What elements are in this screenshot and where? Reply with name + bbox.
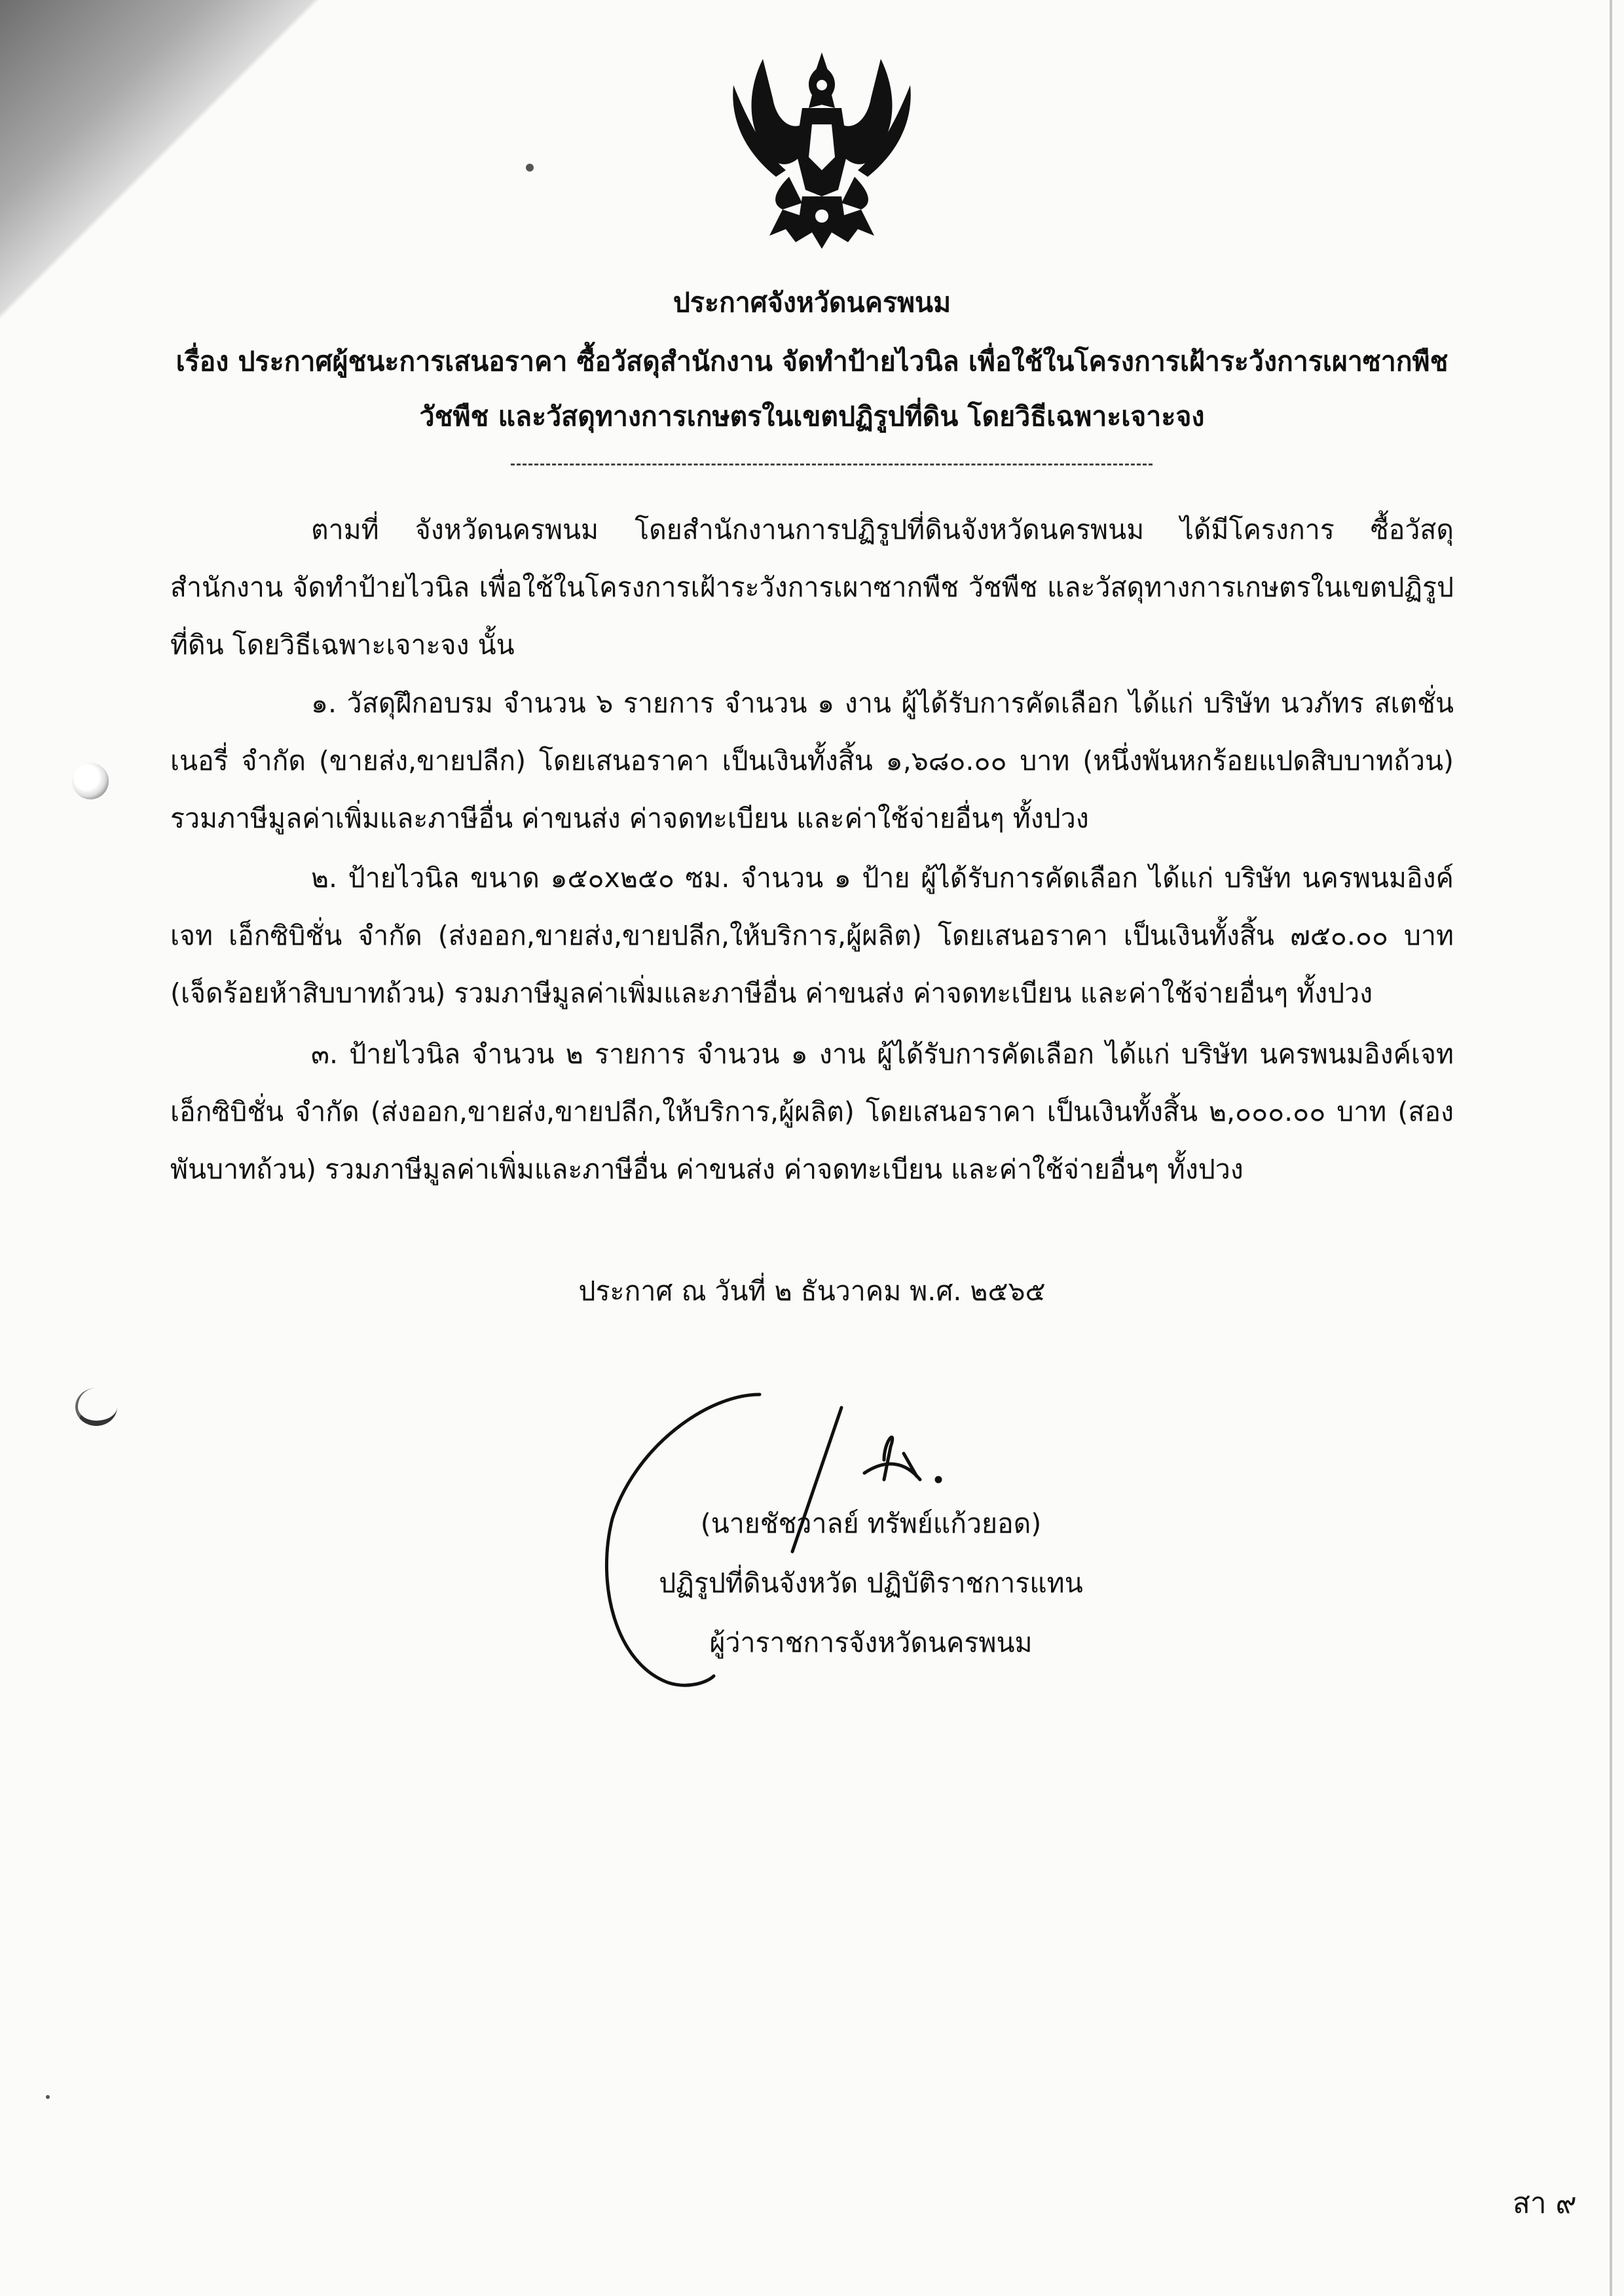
intro-paragraph: ตามที่ จังหวัดนครพนม โดยสำนักงานการปฏิรูปที่ดินจังหวัดนครพนม ได้มีโครงการ ซื้อวัสดุสำนักงาน จัดทำป้ายไวนิล เพื่อใช้ในโครงการเฝ้าระวังการเผาซากพืช วัชพืช และวัสดุทางการเกษตรในเขตปฏิรูปที่ดิน โดยวิธีเฉพาะเจาะจง นั้น bbox=[170, 514, 1454, 661]
item-paragraph-1: ๑. วัสดุฝึกอบรม จำนวน ๖ รายการ จำนวน ๑ งาน ผู้ได้รับการคัดเลือก ได้แก่ บริษัท นวภัทร สเตชั่นเนอรี่ จำกัด (ขายส่ง,ขายปลีก) โดยเสนอราคา เป็นเงินทั้งสิ้น ๑,๖๘๐.๐๐ บาท (หนึ่งพันหกร้อยแปดสิบบาทถ้วน) รวมภาษีมูลค่าเพิ่มและภาษีอื่น ค่าขนส่ง ค่าจดทะเบียน และค่าใช้จ่ายอื่นๆ ทั้งปวง bbox=[170, 687, 1454, 834]
signatory-name: (นายชัชวาลย์ ทรัพย์แก้วยอด) bbox=[700, 1508, 1042, 1539]
signatory-position-2: ผู้ว่าราชการจังหวัดนครพนม bbox=[709, 1627, 1033, 1658]
signatory-position-1: ปฏิรูปที่ดินจังหวัด ปฏิบัติราชการแทน bbox=[659, 1567, 1083, 1599]
subject-line-1: เรื่อง ประกาศผู้ชนะการเสนอราคา ซื้อวัสดุสำนักงาน จัดทำป้ายไวนิล เพื่อใช้ในโครงการเฝ้าระวังการเผาซากพืช bbox=[175, 346, 1449, 377]
punch-hole-mark bbox=[75, 1388, 117, 1426]
punch-hole-mark bbox=[72, 763, 109, 799]
body-item-block bbox=[170, 674, 1454, 847]
item-paragraph-2: ๒. ป้ายไวนิล ขนาด ๑๕๐x๒๕๐ ซม. จำนวน ๑ ป้าย ผู้ได้รับการคัดเลือก ได้แก่ บริษัท นครพนมอิงค์เจท เอ็กซิบิชั่น จำกัด (ส่งออก,ขายส่ง,ขายปลีก,ให้บริการ,ผู้ผลิต) โดยเสนอราคา เป็นเงินทั้งสิ้น ๗๕๐.๐๐ บาท (เจ็ดร้อยห้าสิบบาทถ้วน) รวมภาษีมูลค่าเพิ่มและภาษีอื่น ค่าขนส่ง ค่าจดทะเบียน และค่าใช้จ่ายอื่นๆ ทั้งปวง bbox=[170, 862, 1454, 1009]
page-annotation: สา ๙ bbox=[1513, 2187, 1577, 2220]
item-paragraph-3: ๓. ป้ายไวนิล จำนวน ๒ รายการ จำนวน ๑ งาน ผู้ได้รับการคัดเลือก ได้แก่ บริษัท นครพนมอิงค์เจท เอ็กซิบิชั่น จำกัด (ส่งออก,ขายส่ง,ขายปลีก,ให้บริการ,ผู้ผลิต) โดยเสนอราคา เป็นเงินทั้งสิ้น ๒,๐๐๐.๐๐ บาท (สองพันบาทถ้วน) รวมภาษีมูลค่าเพิ่มและภาษีอื่น ค่าขนส่ง ค่าจดทะเบียน และค่าใช้จ่ายอื่นๆ ทั้งปวง bbox=[170, 1038, 1454, 1185]
scan-speck bbox=[46, 2095, 50, 2099]
document-title: ประกาศจังหวัดนครพนม bbox=[673, 287, 951, 318]
announcement-date: ประกาศ ณ วันที่ ๒ ธันวาคม พ.ศ. ๒๕๖๕ bbox=[578, 1275, 1046, 1307]
body-item-block bbox=[170, 1025, 1454, 1198]
garuda-emblem bbox=[724, 46, 920, 255]
body-intro-block bbox=[170, 501, 1454, 674]
dashed-divider bbox=[511, 464, 1153, 465]
subject-line-2: วัชพืช และวัสดุทางการเกษตรในเขตปฏิรูปที่ดิน โดยวิธีเฉพาะเจาะจง bbox=[419, 401, 1205, 432]
scan-speck bbox=[526, 164, 534, 172]
body-item-block bbox=[170, 849, 1454, 1022]
